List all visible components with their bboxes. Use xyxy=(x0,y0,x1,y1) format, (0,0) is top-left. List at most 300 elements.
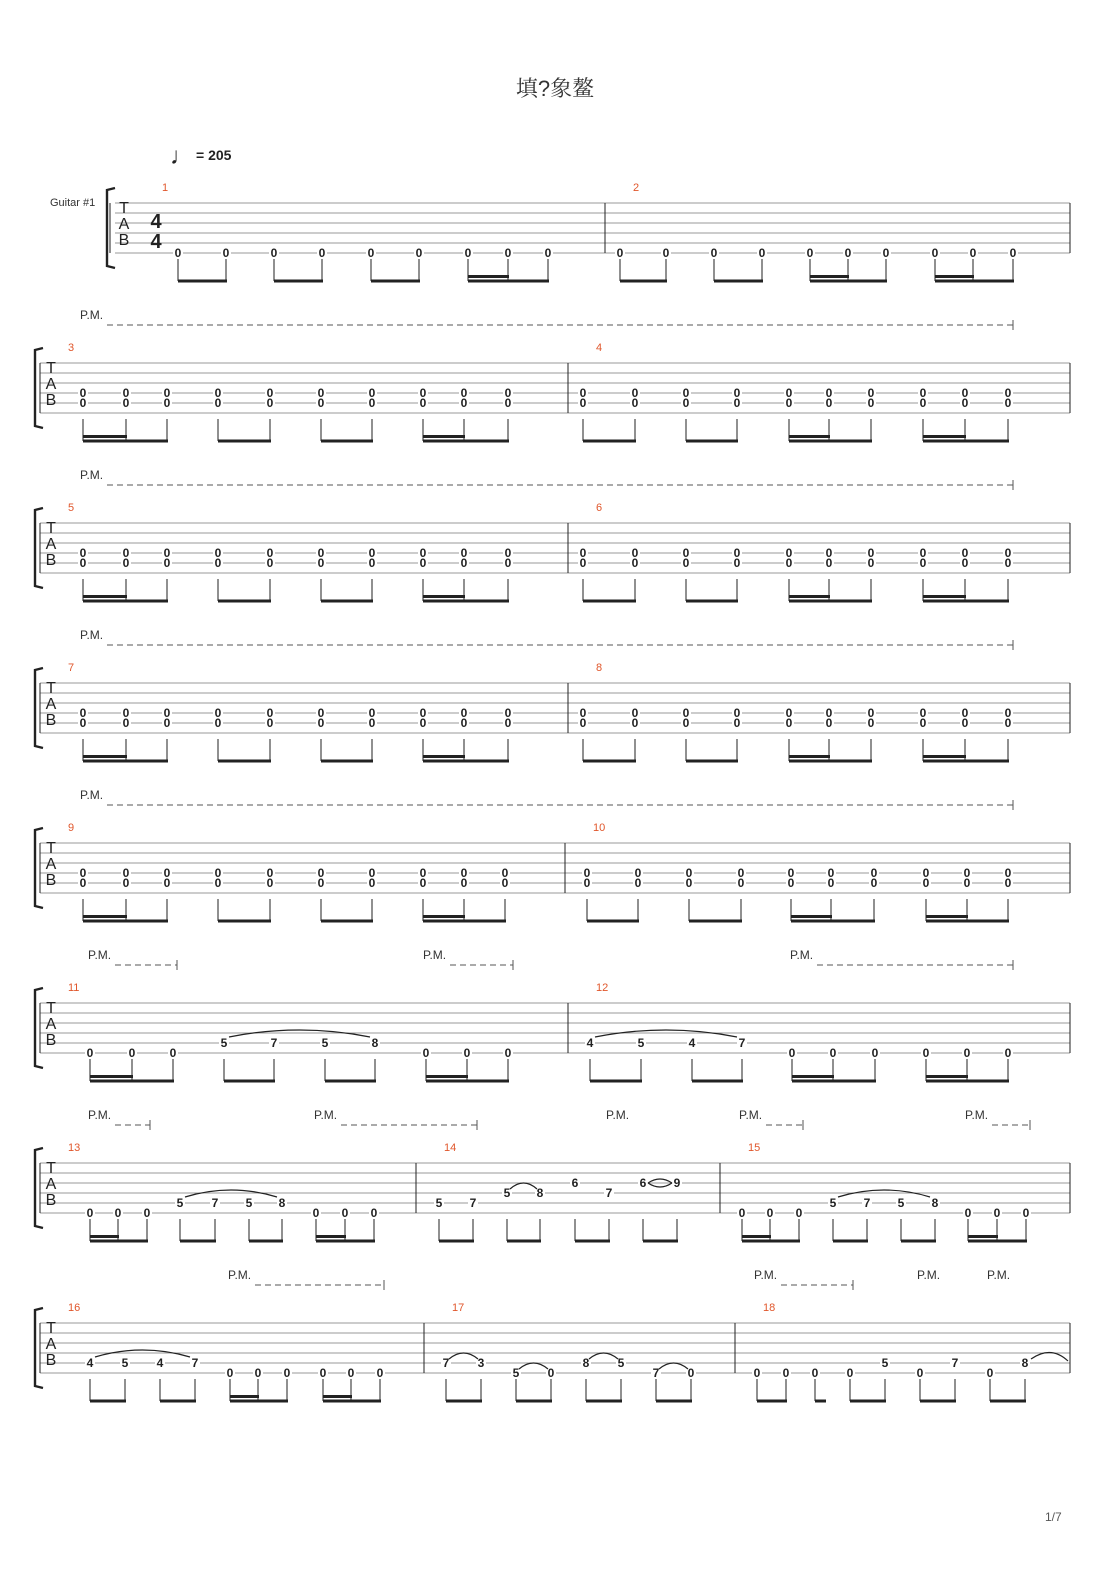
fret-number: 0 xyxy=(922,1046,930,1060)
beam xyxy=(714,280,763,283)
fret-number: 0 xyxy=(788,1046,796,1060)
beam xyxy=(423,435,465,438)
fret-number: 4 xyxy=(156,1356,164,1370)
beam xyxy=(686,600,738,603)
fret-number: 0 xyxy=(785,706,793,720)
fret-number: 0 xyxy=(266,716,274,730)
fret-number: 0 xyxy=(419,866,427,880)
fret-number: 0 xyxy=(682,716,690,730)
fret-number: 0 xyxy=(226,1366,234,1380)
fret-number: 5 xyxy=(617,1356,625,1370)
fret-number: 0 xyxy=(368,716,376,730)
beam xyxy=(789,595,830,598)
palm-mute-label: P.M. xyxy=(606,1108,630,1122)
fret-number: 0 xyxy=(504,396,512,410)
fret-number: 0 xyxy=(579,556,587,570)
fret-number: 0 xyxy=(1004,1046,1012,1060)
slide-arc xyxy=(648,1179,672,1183)
measure-number: 15 xyxy=(748,1142,761,1154)
fret-number: 0 xyxy=(634,866,642,880)
beam xyxy=(325,1080,376,1083)
fret-number: 0 xyxy=(122,716,130,730)
fret-number: 0 xyxy=(919,556,927,570)
fret-number: 7 xyxy=(191,1356,199,1370)
fret-number: 0 xyxy=(368,556,376,570)
tab-system xyxy=(35,800,1070,923)
fret-number: 0 xyxy=(631,386,639,400)
beam xyxy=(935,280,1014,283)
fret-number: 0 xyxy=(961,546,969,560)
beam xyxy=(423,755,465,758)
fret-number: 0 xyxy=(460,706,468,720)
beam xyxy=(178,280,227,283)
slide-arc xyxy=(648,1183,672,1187)
measure xyxy=(173,247,553,283)
beam xyxy=(83,435,127,438)
fret-number: 0 xyxy=(422,1046,430,1060)
fret-number: 0 xyxy=(733,396,741,410)
fret-number: 8 xyxy=(931,1196,939,1210)
measure xyxy=(78,707,513,763)
beam xyxy=(789,440,872,443)
measure xyxy=(78,547,513,603)
tab-system xyxy=(35,320,1070,443)
fret-number: 9 xyxy=(673,1176,681,1190)
palm-mute-label: P.M. xyxy=(80,628,104,642)
fret-number: 0 xyxy=(825,716,833,730)
beam xyxy=(789,435,830,438)
fret-number: 0 xyxy=(1022,1206,1030,1220)
fret-number: 0 xyxy=(419,386,427,400)
tie-arc xyxy=(589,1353,618,1359)
fret-number: 0 xyxy=(266,396,274,410)
fret-number: 0 xyxy=(266,706,274,720)
system-brace xyxy=(35,668,43,748)
fret-number: 0 xyxy=(733,706,741,720)
fret-number: 0 xyxy=(662,246,670,260)
fret-number: 0 xyxy=(682,706,690,720)
beam xyxy=(507,1240,541,1243)
fret-number: 0 xyxy=(758,246,766,260)
tab-clef-letter: A xyxy=(45,536,57,553)
beam xyxy=(575,1240,610,1243)
fret-number: 0 xyxy=(419,716,427,730)
fret-number: 0 xyxy=(79,396,87,410)
beam xyxy=(586,1400,622,1403)
tab-clef-letter: T xyxy=(46,520,56,537)
palm-mute-label: P.M. xyxy=(739,1108,763,1122)
fret-number: 0 xyxy=(419,876,427,890)
fret-number: 0 xyxy=(318,246,326,260)
fret-number: 8 xyxy=(1021,1356,1029,1370)
fret-number: 0 xyxy=(79,556,87,570)
fret-number: 0 xyxy=(79,706,87,720)
measure xyxy=(85,1190,379,1243)
fret-number: 0 xyxy=(737,866,745,880)
fret-number: 0 xyxy=(460,866,468,880)
fret-number: 0 xyxy=(785,396,793,410)
fret-number: 0 xyxy=(870,866,878,880)
fret-number: 0 xyxy=(825,556,833,570)
beam xyxy=(249,1240,283,1243)
beam xyxy=(590,1080,642,1083)
fret-number: 0 xyxy=(317,716,325,730)
fret-number: 0 xyxy=(122,386,130,400)
fret-number: 0 xyxy=(687,1366,695,1380)
fret-number: 5 xyxy=(321,1036,329,1050)
beam xyxy=(692,1080,743,1083)
beam xyxy=(90,1400,126,1403)
fret-number: 0 xyxy=(266,546,274,560)
beam xyxy=(757,1400,787,1403)
fret-number: 0 xyxy=(787,876,795,890)
beam xyxy=(583,440,636,443)
fret-number: 0 xyxy=(79,876,87,890)
measure xyxy=(615,247,1018,283)
palm-mute-label: P.M. xyxy=(80,788,104,802)
fret-number: 0 xyxy=(122,546,130,560)
fret-number: 7 xyxy=(442,1356,450,1370)
fret-number: 0 xyxy=(214,706,222,720)
beam xyxy=(371,280,420,283)
fret-number: 7 xyxy=(738,1036,746,1050)
measure-number: 4 xyxy=(596,342,603,354)
fret-number: 0 xyxy=(460,876,468,890)
system-brace xyxy=(35,1308,43,1388)
beam xyxy=(439,1240,474,1243)
tab-clef-letter: B xyxy=(45,1192,57,1209)
fret-number: 0 xyxy=(368,386,376,400)
beam xyxy=(742,1240,800,1243)
fret-number: 0 xyxy=(733,716,741,730)
fret-number: 0 xyxy=(993,1206,1001,1220)
fret-number: 0 xyxy=(214,876,222,890)
beam xyxy=(323,1395,352,1398)
fret-number: 0 xyxy=(1004,546,1012,560)
beam xyxy=(643,1240,678,1243)
fret-number: 0 xyxy=(753,1366,761,1380)
fret-number: 0 xyxy=(785,546,793,560)
fret-number: 0 xyxy=(317,876,325,890)
fret-number: 4 xyxy=(688,1036,696,1050)
measure-number: 7 xyxy=(68,662,75,674)
fret-number: 0 xyxy=(367,246,375,260)
tie-arc xyxy=(519,1363,548,1369)
fret-number: 0 xyxy=(1009,246,1017,260)
fret-number: 0 xyxy=(795,1206,803,1220)
palm-mute-label: P.M. xyxy=(88,948,112,962)
fret-number: 0 xyxy=(460,546,468,560)
tab-clef-letter: A xyxy=(118,216,130,233)
fret-number: 0 xyxy=(283,1366,291,1380)
fret-number: 0 xyxy=(163,876,171,890)
fret-number: 0 xyxy=(1004,716,1012,730)
measure xyxy=(85,1030,513,1083)
beam xyxy=(423,920,506,923)
beam xyxy=(583,600,636,603)
fret-number: 0 xyxy=(1004,706,1012,720)
measure xyxy=(582,867,1013,923)
tab-system xyxy=(35,1120,1070,1243)
palm-mute-label: P.M. xyxy=(987,1268,1011,1282)
fret-number: 0 xyxy=(969,246,977,260)
fret-number: 7 xyxy=(951,1356,959,1370)
beam xyxy=(815,1400,826,1403)
fret-number: 6 xyxy=(571,1176,579,1190)
fret-number: 0 xyxy=(547,1366,555,1380)
fret-number: 5 xyxy=(897,1196,905,1210)
score-title: 填?象鳌 xyxy=(515,76,595,101)
page-number: 1/7 xyxy=(1045,1510,1062,1524)
fret-number: 0 xyxy=(504,386,512,400)
tab-clef-letter: T xyxy=(46,840,56,857)
system-brace xyxy=(35,1148,43,1228)
tab-clef-letter: T xyxy=(46,1320,56,1337)
fret-number: 5 xyxy=(220,1036,228,1050)
tab-system xyxy=(35,640,1070,763)
fret-number: 0 xyxy=(419,396,427,410)
beam xyxy=(321,600,373,603)
fret-number: 5 xyxy=(176,1196,184,1210)
fret-number: 0 xyxy=(501,866,509,880)
fret-number: 0 xyxy=(419,556,427,570)
tab-clef-letter: A xyxy=(45,696,57,713)
fret-number: 0 xyxy=(504,706,512,720)
fret-number: 0 xyxy=(963,1046,971,1060)
fret-number: 0 xyxy=(1004,386,1012,400)
fret-number: 0 xyxy=(122,876,130,890)
fret-number: 0 xyxy=(916,1366,924,1380)
tab-system xyxy=(35,480,1070,603)
fret-number: 0 xyxy=(214,866,222,880)
measure-number: 18 xyxy=(763,1302,776,1314)
beam xyxy=(935,275,974,278)
fret-number: 0 xyxy=(682,546,690,560)
palm-mute-label: P.M. xyxy=(917,1268,941,1282)
fret-number: 0 xyxy=(922,866,930,880)
beam xyxy=(620,280,667,283)
fret-number: 4 xyxy=(86,1356,94,1370)
palm-mute-label: P.M. xyxy=(80,308,104,322)
fret-number: 0 xyxy=(122,396,130,410)
beam xyxy=(83,915,127,918)
fret-number: 0 xyxy=(867,706,875,720)
fret-number: 0 xyxy=(931,246,939,260)
fret-number: 0 xyxy=(867,546,875,560)
tab-clef-letter: B xyxy=(118,232,130,249)
fret-number: 0 xyxy=(785,386,793,400)
fret-number: 0 xyxy=(579,386,587,400)
fret-number: 0 xyxy=(919,386,927,400)
fret-number: 0 xyxy=(114,1206,122,1220)
tab-clef-letter: B xyxy=(45,872,57,889)
system-brace xyxy=(35,348,43,428)
fret-number: 0 xyxy=(827,866,835,880)
beam xyxy=(923,440,1009,443)
tab-clef-letter: T xyxy=(46,360,56,377)
fret-number: 0 xyxy=(312,1206,320,1220)
measure-number: 11 xyxy=(68,982,80,994)
fret-number: 0 xyxy=(964,1206,972,1220)
palm-mute-label: P.M. xyxy=(314,1108,338,1122)
fret-number: 7 xyxy=(605,1186,613,1200)
fret-number: 0 xyxy=(464,246,472,260)
fret-number: 0 xyxy=(919,706,927,720)
fret-number: 0 xyxy=(733,386,741,400)
fret-number: 0 xyxy=(368,866,376,880)
fret-number: 0 xyxy=(919,546,927,560)
fret-number: 7 xyxy=(211,1196,219,1210)
measure xyxy=(737,1190,1031,1243)
beam xyxy=(90,1080,174,1083)
beam xyxy=(83,760,168,763)
fret-number: 0 xyxy=(919,396,927,410)
fret-number: 0 xyxy=(419,706,427,720)
fret-number: 0 xyxy=(86,1206,94,1220)
measure-number: 17 xyxy=(452,1302,465,1314)
beam xyxy=(810,275,849,278)
beam xyxy=(83,600,168,603)
fret-number: 0 xyxy=(460,396,468,410)
beam xyxy=(316,1240,375,1243)
fret-number: 0 xyxy=(214,546,222,560)
fret-number: 0 xyxy=(270,246,278,260)
fret-number: 0 xyxy=(867,556,875,570)
measure-number: 16 xyxy=(68,1302,81,1314)
fret-number: 0 xyxy=(504,556,512,570)
beam xyxy=(230,1395,259,1398)
tab-clef-letter: A xyxy=(45,376,57,393)
system-brace xyxy=(107,188,115,268)
beam xyxy=(789,600,872,603)
fret-number: 0 xyxy=(341,1206,349,1220)
fret-number: 4 xyxy=(586,1036,594,1050)
tab-clef-letter: T xyxy=(46,680,56,697)
fret-number: 0 xyxy=(463,1046,471,1060)
fret-number: 8 xyxy=(582,1356,590,1370)
fret-number: 0 xyxy=(214,396,222,410)
palm-mute-label: P.M. xyxy=(754,1268,778,1282)
beam xyxy=(587,920,639,923)
beam xyxy=(850,1400,886,1403)
beam xyxy=(83,755,127,758)
fret-number: 0 xyxy=(163,706,171,720)
beam xyxy=(923,760,1009,763)
tab-clef-letter: T xyxy=(46,1000,56,1017)
fret-number: 0 xyxy=(1004,876,1012,890)
beam xyxy=(968,1235,998,1238)
fret-number: 0 xyxy=(79,546,87,560)
fret-number: 0 xyxy=(986,1366,994,1380)
fret-number: 0 xyxy=(685,866,693,880)
beam xyxy=(230,1400,288,1403)
time-signature-top: 4 xyxy=(150,211,162,233)
beam xyxy=(742,1235,771,1238)
fret-number: 0 xyxy=(634,876,642,890)
fret-number: 5 xyxy=(245,1196,253,1210)
fret-number: 3 xyxy=(477,1356,485,1370)
fret-number: 0 xyxy=(163,396,171,410)
beam xyxy=(423,760,509,763)
beam xyxy=(923,435,966,438)
fret-number: 0 xyxy=(870,876,878,890)
fret-number: 0 xyxy=(317,396,325,410)
beam xyxy=(926,1080,1009,1083)
fret-number: 0 xyxy=(317,866,325,880)
tab-clef-letter: A xyxy=(45,856,57,873)
fret-number: 0 xyxy=(963,866,971,880)
fret-number: 0 xyxy=(122,866,130,880)
fret-number: 0 xyxy=(961,386,969,400)
fret-number: 0 xyxy=(738,1206,746,1220)
fret-number: 0 xyxy=(317,546,325,560)
beam xyxy=(321,920,373,923)
measure-number: 9 xyxy=(68,822,75,834)
fret-number: 0 xyxy=(376,1366,384,1380)
fret-number: 0 xyxy=(631,396,639,410)
fret-number: 0 xyxy=(579,396,587,410)
palm-mute-label: P.M. xyxy=(423,948,447,962)
beam xyxy=(792,1075,834,1078)
fret-number: 0 xyxy=(501,876,509,890)
palm-mute-label: P.M. xyxy=(80,468,104,482)
beam xyxy=(321,440,373,443)
fret-number: 0 xyxy=(829,1046,837,1060)
fret-number: 0 xyxy=(266,876,274,890)
beam xyxy=(83,920,168,923)
fret-number: 0 xyxy=(317,386,325,400)
tab-clef-letter: B xyxy=(45,552,57,569)
beam xyxy=(423,600,509,603)
instrument-name: Guitar #1 xyxy=(50,197,96,209)
tempo-label: = 205 xyxy=(196,147,232,163)
beam xyxy=(791,915,832,918)
measure xyxy=(85,1350,385,1403)
fret-number: 0 xyxy=(867,396,875,410)
fret-number: 0 xyxy=(460,386,468,400)
beam xyxy=(686,440,738,443)
beam xyxy=(218,440,271,443)
beam xyxy=(468,280,549,283)
fret-number: 0 xyxy=(682,386,690,400)
fret-number: 8 xyxy=(536,1186,544,1200)
beam xyxy=(968,1240,1027,1243)
fret-number: 0 xyxy=(128,1046,136,1060)
measure xyxy=(78,867,510,923)
tab-clef-letter: B xyxy=(45,1352,57,1369)
measure xyxy=(578,387,1013,443)
fret-number: 0 xyxy=(579,706,587,720)
tab-clef-letter: B xyxy=(45,712,57,729)
beam xyxy=(160,1400,196,1403)
beam xyxy=(926,915,968,918)
tab-clef-letter: T xyxy=(119,200,129,217)
fret-number: 6 xyxy=(639,1176,647,1190)
fret-number: 0 xyxy=(347,1366,355,1380)
beam xyxy=(218,920,271,923)
palm-mute-label: P.M. xyxy=(790,948,814,962)
fret-number: 0 xyxy=(79,866,87,880)
fret-number: 0 xyxy=(504,246,512,260)
fret-number: 0 xyxy=(174,246,182,260)
fret-number: 0 xyxy=(811,1366,819,1380)
measure-number: 13 xyxy=(68,1142,81,1154)
tie-out-arc xyxy=(1031,1352,1068,1361)
measure xyxy=(752,1352,1068,1402)
fret-number: 0 xyxy=(733,556,741,570)
fret-number: 0 xyxy=(266,866,274,880)
beam xyxy=(321,760,373,763)
